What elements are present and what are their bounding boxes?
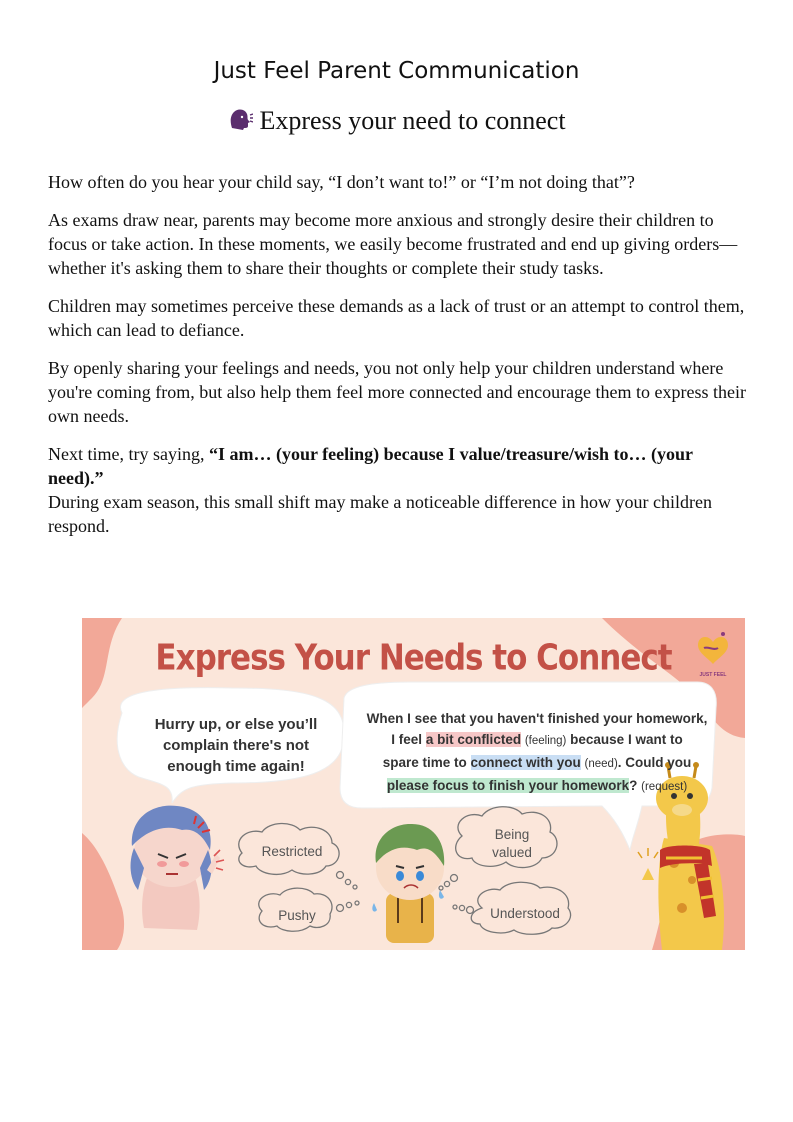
paragraph-6: During exam season, this small shift may make a noticeable difference in how your children respond. (48, 492, 712, 536)
infographic-image (82, 618, 745, 950)
paragraph-5 (48, 442, 748, 490)
paragraph-2: As exams draw near, parents may become more anxious and strongly desire their children to focus or take action. In these moments, we easily become frustrated and end up giving orders—whether it's asking them to share their thoughts or complete their study tasks. (48, 210, 738, 278)
cloud-restricted-label: Restricted (261, 844, 323, 859)
speech-right-line-2 (347, 729, 727, 752)
line-2-start: I feel (391, 732, 426, 747)
speech-right-line-1: When I see that you haven't finished your homework, (366, 711, 708, 726)
need-tag: (need) (584, 758, 618, 770)
cloud-being-valued-line-2: valued (492, 845, 532, 860)
speech-left-line-1: Hurry up, or else you’ll (154, 716, 318, 733)
sad-child-illustration (372, 824, 444, 943)
feeling-highlight: a bit conflicted (425, 732, 522, 747)
logo-text: JUST FEEL (699, 672, 727, 678)
speech-left-line-3: enough time again! (167, 758, 305, 775)
speech-left-line-2: complain there's not (162, 737, 310, 754)
speech-right-line-3 (347, 752, 727, 775)
document-title: Just Feel Parent Communication (213, 58, 580, 84)
request-tag: (request) (641, 781, 688, 793)
blob-bottom-left (82, 833, 124, 950)
cloud-being-valued-label (472, 826, 552, 862)
cloud-being-valued-line-1: Being (494, 827, 530, 842)
cloud-understood-label: Understood (490, 906, 560, 921)
subtitle-text: Express your need to connect (259, 106, 566, 135)
paragraph-5-bold: “I am… (your feeling) because I value/treasure/wish to… (your need).” (48, 444, 693, 488)
feeling-tag: (feeling) (524, 735, 567, 747)
paragraph-4: By openly sharing your feelings and needs, you not only help your children understand where you're coming from, but also help them feel more connected and encourage them to express their own needs. (48, 358, 747, 426)
document-body (48, 170, 748, 552)
line-2-end: because I want to (566, 732, 683, 747)
speech-left-text (116, 714, 356, 777)
infographic-title: Express Your Needs to Connect (155, 637, 672, 679)
angry-parent-illustration (131, 806, 224, 930)
paragraph-5-lead: Next time, try saying, (48, 444, 209, 464)
document-subtitle (0, 106, 793, 139)
cloud-pushy-label: Pushy (278, 908, 316, 923)
request-highlight: please focus to finish your homework (386, 778, 630, 793)
speech-right-text (347, 708, 727, 798)
speaking-head-icon (227, 106, 253, 139)
line-3-end: . Could you (617, 755, 692, 770)
line-3-start: spare time to (382, 755, 471, 770)
paragraph-1: How often do you hear your child say, “I don’t want to!” or “I’m not doing that”? (48, 172, 635, 192)
speech-right-line-4 (347, 775, 727, 798)
line-4-end: ? (629, 778, 638, 793)
need-highlight: connect with you (470, 755, 581, 770)
paragraph-3: Children may sometimes perceive these demands as a lack of trust or an attempt to control them, which can lead to defiance. (48, 296, 745, 340)
